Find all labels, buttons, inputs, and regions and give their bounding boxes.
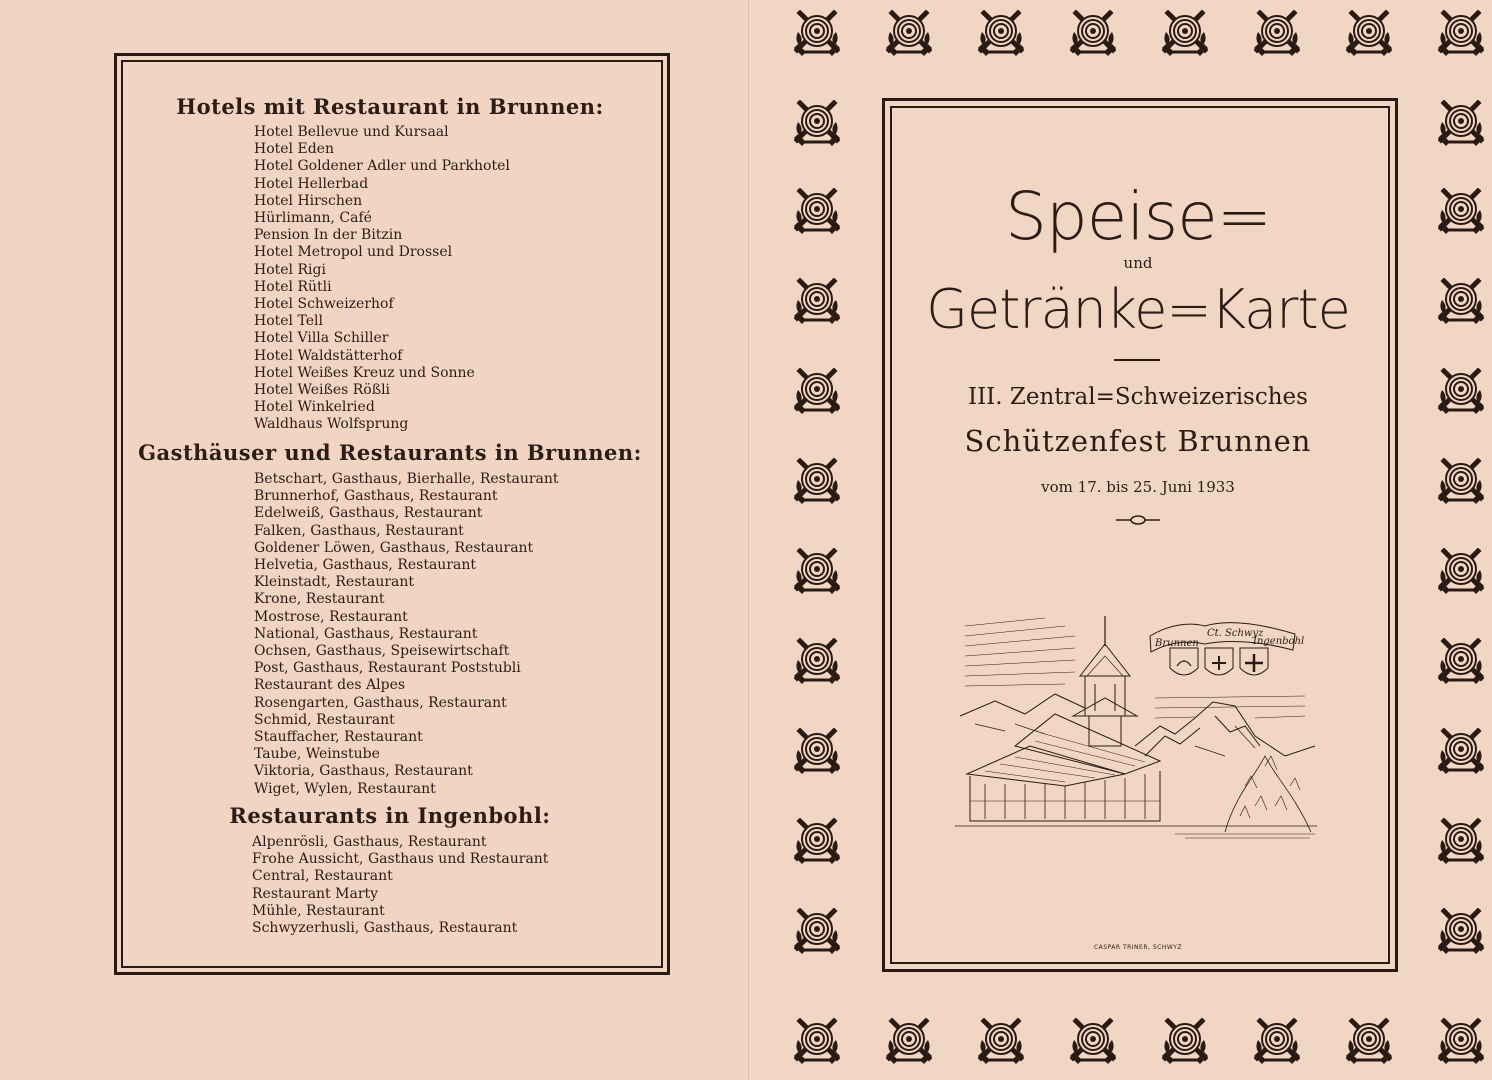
- ingenbohl-heading: Restaurants in Ingenbohl:: [229, 803, 551, 828]
- list-item: Post, Gasthaus, Restaurant Poststubli: [254, 660, 521, 677]
- list-item: Hotel Hirschen: [254, 192, 363, 209]
- crossed-rifles-target-icon: [1438, 638, 1484, 684]
- list-item: Betschart, Gasthaus, Bierhalle, Restaurant: [254, 471, 559, 487]
- list-item: Brunnerhof, Gasthaus, Restaurant: [254, 488, 498, 505]
- list-item: Krone, Restaurant: [254, 591, 385, 608]
- list-item: Hürlimann, Café: [254, 210, 372, 227]
- crossed-rifles-target-icon: [794, 278, 840, 324]
- crossed-rifles-target-icon: [1070, 1018, 1116, 1064]
- crossed-rifles-target-icon: [1438, 10, 1484, 56]
- hotels-heading: Hotels mit Restaurant in Brunnen:: [176, 94, 604, 119]
- list-item: Pension In der Bitzin: [254, 227, 403, 244]
- crossed-rifles-target-icon: [1438, 908, 1484, 954]
- crossed-rifles-target-icon: [794, 458, 840, 504]
- crossed-rifles-target-icon: [794, 10, 840, 56]
- list-item: Frohe Aussicht, Gasthaus und Restaurant: [252, 851, 549, 868]
- crossed-rifles-target-icon: [1162, 1018, 1208, 1064]
- list-item: Restaurant Marty: [252, 885, 379, 902]
- list-item: Mostrose, Restaurant: [254, 608, 408, 625]
- list-item: Hotel Tell: [254, 313, 323, 330]
- crossed-rifles-target-icon: [1438, 818, 1484, 864]
- crossed-rifles-target-icon: [1070, 10, 1116, 56]
- crossed-rifles-target-icon: [794, 728, 840, 774]
- banner-text-ingenbohl: Ingenbohl: [1253, 636, 1305, 647]
- menu-title-getraenke-karte: Getränke=Karte: [926, 278, 1350, 341]
- list-item: Schwyzerhusli, Gasthaus, Restaurant: [252, 920, 518, 937]
- crossed-rifles-target-icon: [794, 368, 840, 414]
- list-item: Falken, Gasthaus, Restaurant: [254, 522, 464, 539]
- banner-text-ct-schwyz: Ct. Schwyz: [1207, 628, 1264, 639]
- list-item: Hotel Winkelried: [254, 399, 375, 416]
- event-name-line1: III. Zentral=Schweizerisches: [968, 384, 1308, 410]
- crossed-rifles-target-icon: [794, 908, 840, 954]
- crossed-rifles-target-icon: [794, 1018, 840, 1064]
- list-item: Alpenrösli, Gasthaus, Restaurant: [252, 834, 487, 850]
- list-item: Hotel Goldener Adler und Parkhotel: [254, 158, 510, 175]
- crossed-rifles-target-icon: [1438, 278, 1484, 324]
- crossed-rifles-target-icon: [794, 818, 840, 864]
- list-item: Schmid, Restaurant: [254, 711, 395, 728]
- crossed-rifles-target-icon: [1438, 1018, 1484, 1064]
- crossed-rifles-target-icon: [1162, 10, 1208, 56]
- crossed-rifles-target-icon: [794, 638, 840, 684]
- ingenbohl-list: [252, 834, 548, 937]
- list-item: Kleinstadt, Restaurant: [254, 574, 415, 591]
- list-item: Mühle, Restaurant: [252, 902, 385, 919]
- crossed-rifles-target-icon: [1438, 188, 1484, 234]
- crossed-rifles-target-icon: [1438, 100, 1484, 146]
- list-item: Hotel Bellevue und Kursaal: [254, 124, 449, 140]
- event-name-line2: Schützenfest Brunnen: [964, 424, 1312, 458]
- list-item: Ochsen, Gasthaus, Speisewirtschaft: [254, 643, 510, 660]
- list-item: National, Gasthaus, Restaurant: [254, 625, 478, 642]
- crossed-rifles-target-icon: [794, 188, 840, 234]
- list-item: Hotel Schweizerhof: [254, 296, 394, 313]
- hotels-list: [254, 124, 510, 434]
- list-item: Rosengarten, Gasthaus, Restaurant: [254, 694, 507, 711]
- banner-text-brunnen: Brunnen: [1155, 638, 1199, 649]
- ornament-divider: [1116, 514, 1160, 526]
- crossed-rifles-target-icon: [886, 10, 932, 56]
- crossed-rifles-target-icon: [1438, 458, 1484, 504]
- list-item: Viktoria, Gasthaus, Restaurant: [254, 763, 473, 780]
- crossed-rifles-target-icon: [1346, 1018, 1392, 1064]
- list-item: Hotel Villa Schiller: [254, 330, 389, 347]
- gasthaeuser-heading: Gasthäuser und Restaurants in Brunnen:: [138, 440, 642, 465]
- crossed-rifles-target-icon: [794, 100, 840, 146]
- list-item: Hotel Waldstätterhof: [254, 347, 403, 364]
- list-item: Edelweiß, Gasthaus, Restaurant: [254, 505, 483, 522]
- list-item: Stauffacher, Restaurant: [254, 729, 423, 746]
- crossed-rifles-target-icon: [1438, 548, 1484, 594]
- event-dates: vom 17. bis 25. Juni 1933: [1041, 478, 1235, 496]
- crossed-rifles-target-icon: [1438, 728, 1484, 774]
- menu-title-speise: Speise=: [1004, 178, 1272, 255]
- menu-title-und: und: [1123, 254, 1153, 272]
- list-item: Hotel Rütli: [254, 278, 332, 295]
- crossed-rifles-target-icon: [978, 1018, 1024, 1064]
- crossed-rifles-target-icon: [1346, 10, 1392, 56]
- list-item: Hotel Hellerbad: [254, 175, 369, 192]
- list-item: Waldhaus Wolfsprung: [254, 416, 409, 433]
- list-item: Hotel Weißes Kreuz und Sonne: [254, 364, 475, 381]
- list-item: Hotel Weißes Rößli: [254, 382, 391, 399]
- list-item: Goldener Löwen, Gasthaus, Restaurant: [254, 539, 534, 556]
- list-item: Wiget, Wylen, Restaurant: [254, 780, 436, 797]
- list-item: Central, Restaurant: [252, 868, 393, 885]
- crossed-rifles-target-icon: [1438, 368, 1484, 414]
- title-divider: [1114, 359, 1160, 361]
- crossed-rifles-target-icon: [978, 10, 1024, 56]
- list-item: Helvetia, Gasthaus, Restaurant: [254, 557, 477, 574]
- list-item: Hotel Rigi: [254, 261, 326, 278]
- gasthaeuser-list: [254, 471, 559, 798]
- crossed-rifles-target-icon: [886, 1018, 932, 1064]
- list-item: Hotel Eden: [254, 141, 334, 158]
- list-item: Taube, Weinstube: [254, 746, 380, 763]
- crossed-rifles-target-icon: [1254, 1018, 1300, 1064]
- crossed-rifles-target-icon: [1254, 10, 1300, 56]
- festival-hall-illustration: [955, 606, 1317, 842]
- crossed-rifles-target-icon: [794, 548, 840, 594]
- list-item: Restaurant des Alpes: [254, 677, 406, 694]
- list-item: Hotel Metropol und Drossel: [254, 244, 453, 261]
- printer-credit: CASPAR TRINER, SCHWYZ: [1093, 944, 1183, 951]
